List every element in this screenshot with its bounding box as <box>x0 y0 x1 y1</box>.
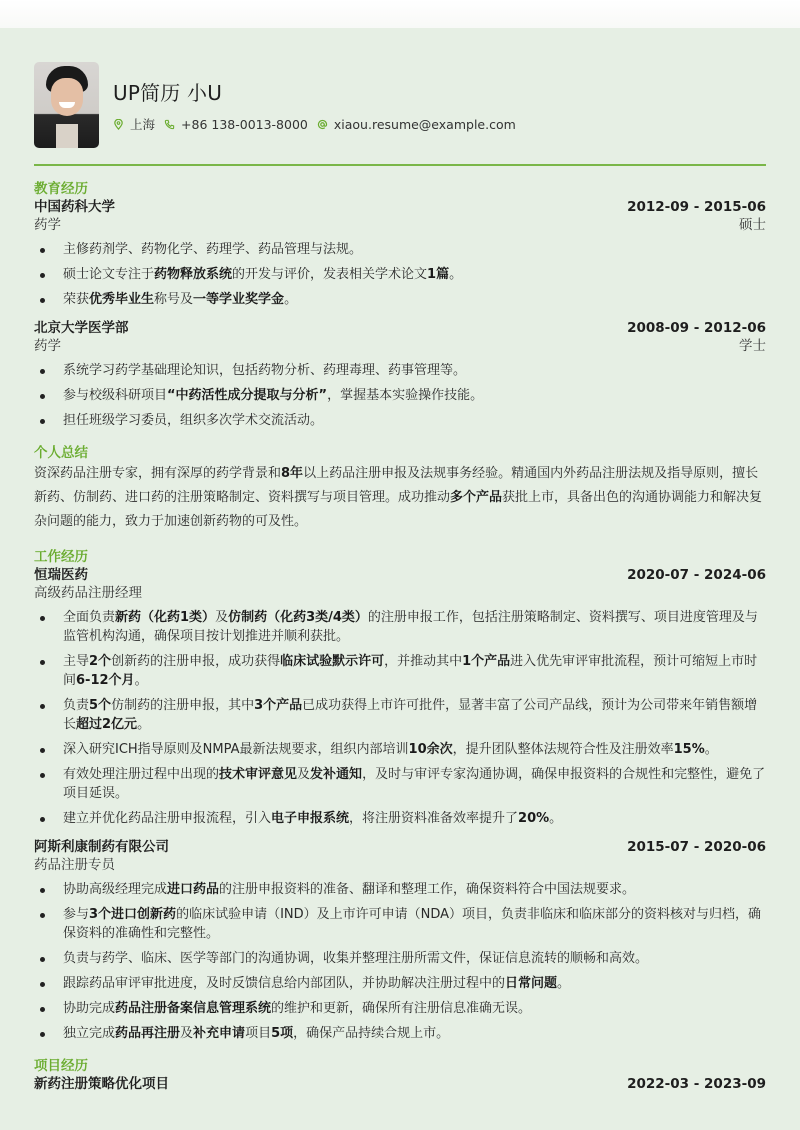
bullet-item: 负责与药学、临床、医学等部门的沟通协调，收集并整理注册所需文件，保证信息流转的顺畅和高效。 <box>34 949 766 968</box>
work-entry <box>34 838 766 1043</box>
bold-highlight: 5个 <box>89 697 112 713</box>
entry-header <box>34 198 766 216</box>
bullet-item: 参与校级科研项目“中药活性成分提取与分析”，掌握基本实验操作技能。 <box>34 386 766 405</box>
location-text: 上海 <box>130 117 156 132</box>
bold-highlight: 3个进口创新药 <box>89 906 177 922</box>
projects-section <box>34 1057 766 1093</box>
entry-subline <box>34 216 766 234</box>
bold-highlight: 1篇 <box>427 266 450 282</box>
bold-highlight: 优秀毕业生 <box>89 291 155 307</box>
bold-highlight: 15% <box>673 741 705 757</box>
resume-header <box>34 62 766 148</box>
bold-highlight: 技术审评意见 <box>219 766 298 782</box>
bullet-item: 系统学习药学基础理论知识，包括药物分析、药理毒理、药事管理等。 <box>34 361 766 380</box>
entry-date: 2008-09 - 2012-06 <box>627 319 766 336</box>
bullet-item: 荣获优秀毕业生称号及一等学业奖学金。 <box>34 290 766 309</box>
phone-icon <box>164 119 175 130</box>
bullet-item: 全面负责新药（化药1类）及仿制药（化药3类/4类）的注册申报工作，包括注册策略制定、资料撰写、项目进度管理及与监管机构沟通，确保项目按计划推进并顺利获批。 <box>34 608 766 646</box>
entry-subline <box>34 856 766 874</box>
bold-highlight: 进口药品 <box>167 881 220 897</box>
bold-highlight: 补充申请 <box>193 1025 246 1041</box>
top-bar <box>0 0 800 28</box>
bullet-list <box>34 240 766 309</box>
entry-header <box>34 838 766 856</box>
education-entry <box>34 319 766 430</box>
bold-highlight: 3个产品 <box>254 697 303 713</box>
company-name: 恒瑞医药 <box>34 566 88 583</box>
bullet-item: 有效处理注册过程中出现的技术审评意见及发补通知，及时与审评专家沟通协调，确保申报资料的合规性和完整性，避免了项目延误。 <box>34 765 766 803</box>
bold-highlight: 20% <box>518 810 550 826</box>
section-title-work: 工作经历 <box>34 548 88 565</box>
email-at-icon <box>317 119 328 130</box>
contact-row <box>113 115 525 133</box>
section-title-summary: 个人总结 <box>34 444 88 461</box>
summary-section <box>34 444 766 534</box>
work-section <box>34 548 766 1043</box>
section-title-education: 教育经历 <box>34 180 88 197</box>
bold-highlight: 临床试验默示许可 <box>280 653 385 669</box>
bold-highlight: 发补通知 <box>310 766 363 782</box>
avatar <box>34 62 99 148</box>
entry-date: 2022-03 - 2023-09 <box>627 1075 766 1092</box>
entry-date: 2020-07 - 2024-06 <box>627 566 766 583</box>
bold-highlight: “中药活性成分提取与分析” <box>167 387 328 403</box>
bold-highlight: 新药（化药1类） <box>115 609 216 625</box>
header-divider <box>34 164 766 166</box>
bold-highlight: 日常问题 <box>505 975 558 991</box>
bullet-item: 深入研究ICH指导原则及NMPA最新法规要求，组织内部培训10余次，提升团队整体法规符合性及注册效率15%。 <box>34 740 766 759</box>
job-role: 高级药品注册经理 <box>34 584 142 601</box>
bold-highlight: 药品再注册 <box>115 1025 181 1041</box>
bullet-item: 主导2个创新药的注册申报，成功获得临床试验默示许可，并推动其中1个产品进入优先审评审批流程，预计可缩短上市时间6-12个月。 <box>34 652 766 690</box>
bullet-item: 协助高级经理完成进口药品的注册申报资料的准备、翻译和整理工作，确保资料符合中国法规要求。 <box>34 880 766 899</box>
entry-date: 2015-07 - 2020-06 <box>627 838 766 855</box>
bold-highlight: 仿制药（化药3类/4类） <box>228 609 368 625</box>
contact-phone <box>164 117 308 132</box>
summary-text: 资深药品注册专家，拥有深厚的药学背景和8年以上药品注册申报及法规事务经验。精通国内外药品注册法规及指导原则，擅长新药、仿制药、进口药的注册策略制定、资料撰写与项目管理。成功推动多个产品获批上市，具备出色的沟通协调能力和解决复杂问题的能力，致力于加速创新药物的可及性。 <box>34 465 763 529</box>
phone-text[interactable]: +86 138-0013-8000 <box>181 116 308 132</box>
bullet-item: 跟踪药品审评审批进度，及时反馈信息给内部团队，并协助解决注册过程中的日常问题。 <box>34 974 766 993</box>
project-name: 新药注册策略优化项目 <box>34 1075 169 1092</box>
bullet-item: 主修药剂学、药物化学、药理学、药品管理与法规。 <box>34 240 766 259</box>
bullet-item: 建立并优化药品注册申报流程，引入电子申报系统，将注册资料准备效率提升了20%。 <box>34 809 766 828</box>
bullet-list <box>34 608 766 828</box>
bold-highlight: 5项 <box>271 1025 294 1041</box>
education-section <box>34 180 766 430</box>
company-name: 阿斯利康制药有限公司 <box>34 838 169 855</box>
bold-highlight: 电子申报系统 <box>271 810 350 826</box>
entry-header <box>34 319 766 337</box>
bold-highlight: 多个产品 <box>450 489 503 505</box>
degree: 学士 <box>739 337 766 354</box>
bold-highlight: 2个 <box>89 653 112 669</box>
major: 药学 <box>34 337 61 354</box>
entry-header <box>34 566 766 584</box>
bullet-list <box>34 361 766 430</box>
location-pin-icon <box>113 119 124 130</box>
bold-highlight: 1个产品 <box>462 653 511 669</box>
entry-subline <box>34 584 766 602</box>
bold-highlight: 10余次 <box>408 741 453 757</box>
candidate-name: UP简历 小U <box>113 81 223 105</box>
education-entry <box>34 198 766 309</box>
contact-email <box>317 117 516 132</box>
bullet-item: 硕士论文专注于药物释放系统的开发与评价，发表相关学术论文1篇。 <box>34 265 766 284</box>
resume-page <box>0 28 800 1130</box>
work-entry <box>34 566 766 828</box>
school-name: 中国药科大学 <box>34 198 115 215</box>
degree: 硕士 <box>739 216 766 233</box>
entry-subline <box>34 337 766 355</box>
bullet-item: 参与3个进口创新药的临床试验申请（IND）及上市许可申请（NDA）项目，负责非临床和临床部分的资料核对与归档，确保资料的准确性和完整性。 <box>34 905 766 943</box>
bold-highlight: 超过2亿元 <box>76 716 138 732</box>
bullet-item: 负责5个仿制药的注册申报，其中3个产品已成功获得上市许可批件，显著丰富了公司产品线，预计为公司带来年销售额增长超过2亿元。 <box>34 696 766 734</box>
bold-highlight: 药物释放系统 <box>154 266 233 282</box>
bullet-item: 担任班级学习委员，组织多次学术交流活动。 <box>34 411 766 430</box>
bold-highlight: 8年 <box>281 465 304 481</box>
email-text[interactable]: xiaou.resume@example.com <box>333 116 516 132</box>
bullet-item: 协助完成药品注册备案信息管理系统的维护和更新，确保所有注册信息准确无误。 <box>34 999 766 1018</box>
bullet-list <box>34 880 766 1043</box>
bold-highlight: 6-12个月 <box>76 672 135 688</box>
bold-highlight: 一等学业奖学金 <box>193 291 285 307</box>
job-role: 药品注册专员 <box>34 856 115 873</box>
school-name: 北京大学医学部 <box>34 319 129 336</box>
section-title-projects: 项目经历 <box>34 1057 88 1074</box>
entry-date: 2012-09 - 2015-06 <box>627 198 766 215</box>
project-entry <box>34 1075 766 1093</box>
entry-header <box>34 1075 766 1093</box>
bold-highlight: 药品注册备案信息管理系统 <box>115 1000 272 1016</box>
bullet-item: 独立完成药品再注册及补充申请项目5项，确保产品持续合规上市。 <box>34 1024 766 1043</box>
major: 药学 <box>34 216 61 233</box>
contact-location <box>113 115 155 133</box>
header-info <box>113 77 525 133</box>
